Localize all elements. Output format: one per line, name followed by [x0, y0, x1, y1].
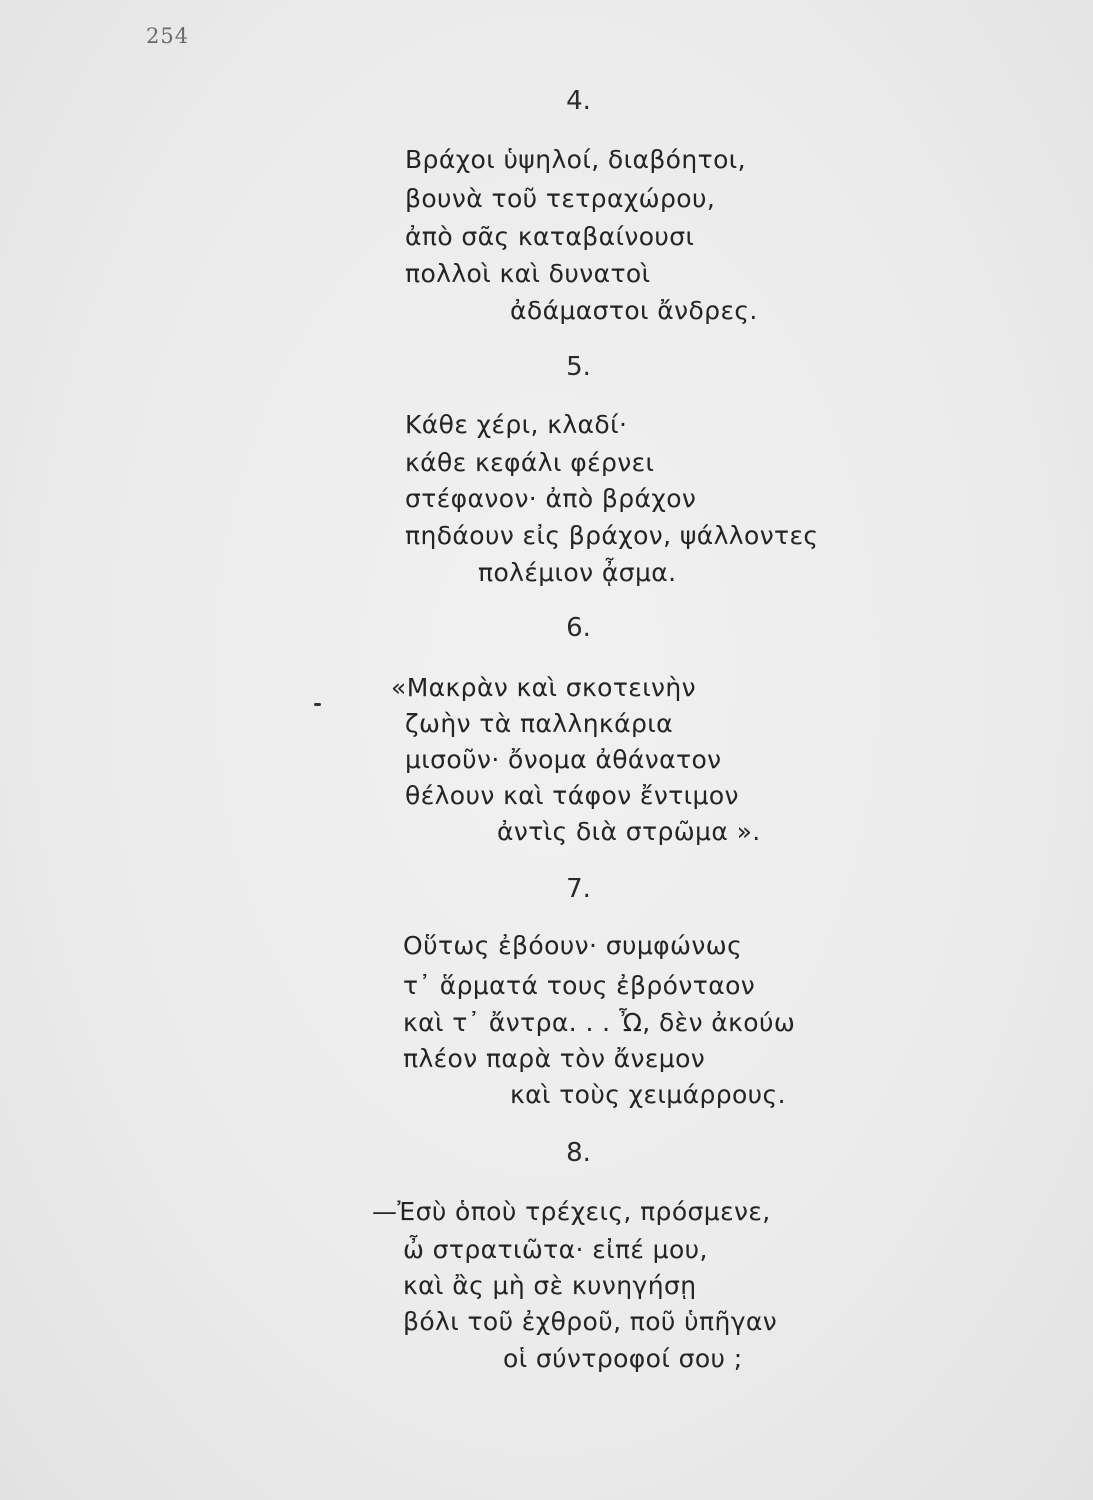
stanza-number: 5.	[566, 352, 591, 382]
poem-line: βουνὰ τοῦ τετραχώρου,	[405, 184, 716, 213]
poem-line: «Μακρὰν καὶ σκοτεινὴν	[391, 673, 697, 702]
poem-line: οἱ σύντροφοί σου ;	[503, 1344, 743, 1373]
stanza-number: 8.	[566, 1138, 591, 1168]
poem-line: καὶ ἂς μὴ σὲ κυνηγήσῃ	[403, 1271, 697, 1300]
poem-line: πλέον παρὰ τὸν ἄνεμον	[403, 1044, 706, 1073]
poem-line: μισοῦν· ὄνομα ἀθάνατον	[405, 745, 722, 774]
poem-line: θέλουν καὶ τάφον ἔντιμον	[405, 781, 739, 810]
ink-speck	[314, 703, 321, 706]
poem-line: καὶ τοὺς χειμάρρους.	[510, 1080, 786, 1109]
poem-line: Οὕτως ἐβόουν· συμφώνως	[403, 931, 743, 960]
poem-line: ὦ στρατιῶτα· εἰπέ μου,	[403, 1235, 708, 1264]
poem-line: ἀπὸ σᾶς καταβαίνουσι	[405, 222, 695, 251]
poem-line: πολέμιον ᾆσμα.	[478, 558, 677, 587]
poem-line: κάθε κεφάλι φέρνει	[405, 448, 655, 477]
poem-line: βόλι τοῦ ἐχθροῦ, ποῦ ὑπῆγαν	[403, 1307, 778, 1336]
poem-line: —Ἐσὺ ὁποὺ τρέχεις, πρόσμενε,	[372, 1197, 771, 1226]
stanza-number: 6.	[566, 613, 591, 643]
poem-line: ἀντὶς διὰ στρῶμα ».	[497, 817, 761, 846]
poem-line: τ᾽ ἅρματά τους ἐβρόνταον	[403, 971, 756, 1000]
poem-line: ἀδάμαστοι ἄνδρες.	[510, 296, 758, 325]
poem-line: Κάθε χέρι, κλαδί·	[405, 410, 628, 439]
poem-line: πηδάουν εἰς βράχον, ψάλλοντες	[405, 521, 819, 550]
poem-line: στέφανον· ἀπὸ βράχον	[405, 484, 697, 513]
poem-line: Βράχοι ὑψηλοί, διαβόητοι,	[405, 145, 746, 174]
stanza-number: 4.	[566, 86, 591, 116]
poem-line: ζωὴν τὰ παλληκάρια	[405, 709, 673, 738]
poem-line: καὶ τ᾽ ἄντρα. . . Ὦ, δὲν ἀκούω	[403, 1008, 796, 1037]
poem-line: πολλοὶ καὶ δυνατοὶ	[405, 259, 651, 288]
page-number: 254	[146, 24, 190, 48]
stanza-number: 7.	[566, 874, 591, 904]
